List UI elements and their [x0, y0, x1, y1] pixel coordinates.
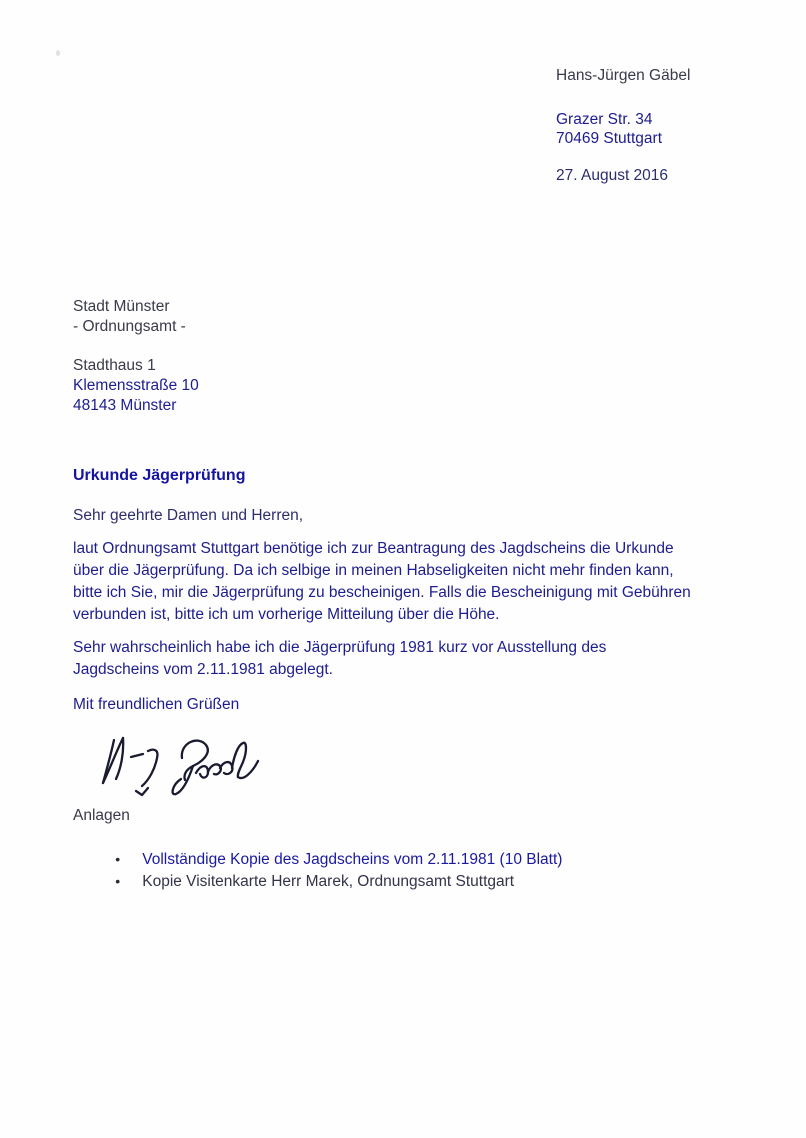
recipient-line-1: Stadt Münster: [73, 298, 170, 315]
handwritten-signature: [78, 710, 246, 782]
attachment-item: [98, 848, 515, 890]
sender-street: Grazer Str. 34: [556, 111, 653, 128]
paragraph-line: laut Ordnungsamt Stuttgart benötige ich zur Beantragung des Jagdscheins die Urkunde: [73, 540, 674, 557]
attachments-heading: Anlagen: [73, 807, 130, 824]
recipient-line-4: Klemensstraße 10: [73, 377, 199, 394]
subject-line: Urkunde Jägerprüfung: [73, 467, 246, 484]
paragraph-line: Jagdscheins vom 2.11.1981 abgelegt.: [73, 661, 333, 678]
signature-ink-strokes: [96, 728, 264, 800]
letter-date: 27. August 2016: [556, 167, 669, 184]
scan-artifact: [56, 50, 60, 56]
paragraph-line: Sehr wahrscheinlich habe ich die Jägerprüfung 1981 kurz vor Ausstellung des: [73, 639, 607, 656]
attachment-item-text: Vollständige Kopie des Jagdscheins vom 2.11.1981 (10 Blatt): [142, 851, 563, 868]
body-paragraph-1: [73, 538, 763, 626]
paragraph-line: über die Jägerprüfung. Da ich selbige in meinen Habseligkeiten nicht mehr finden kann,: [73, 562, 674, 579]
attachment-item-text: Kopie Visitenkarte Herr Marek, Ordnungsamt Stuttgart: [142, 873, 515, 890]
recipient-line-5: 48143 Münster: [73, 397, 177, 414]
recipient-line-3: Stadthaus 1: [73, 357, 156, 374]
attachment-item: [98, 826, 563, 868]
sender-city: 70469 Stuttgart: [556, 130, 662, 147]
paragraph-line: bitte ich Sie, mir die Jägerprüfung zu bescheinigen. Falls die Bescheinigung mit Gebühren: [73, 584, 691, 601]
bullet-icon: •: [115, 851, 121, 867]
paragraph-line: verbunden ist, bitte ich um vorherige Mitteilung über die Höhe.: [73, 606, 500, 623]
body-paragraph-2: [73, 637, 763, 681]
sender-name: Hans-Jürgen Gäbel: [556, 67, 691, 84]
salutation: Sehr geehrte Damen und Herren,: [73, 507, 304, 524]
bullet-icon: •: [115, 873, 121, 889]
closing-phrase: Mit freundlichen Grüßen: [73, 696, 240, 713]
recipient-line-2: - Ordnungsamt -: [73, 318, 186, 335]
